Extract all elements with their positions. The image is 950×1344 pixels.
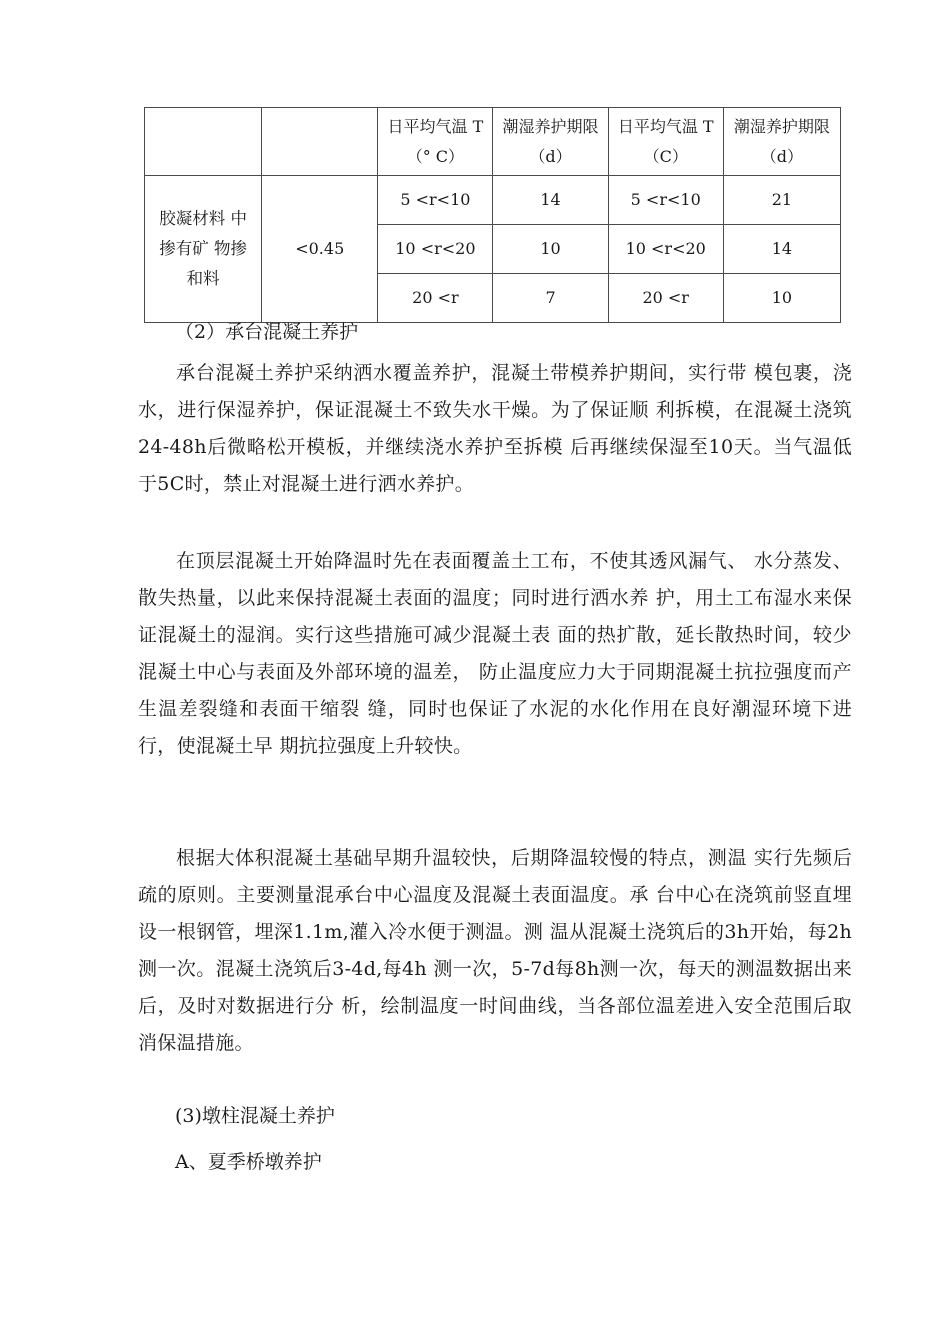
paragraph-3: 根据大体积混凝土基础早期升温较快，后期降温较慢的特点，测温 实行先频后疏的原则。主要测量混承台中心温度及混凝土表面温度。承 台中心在浇筑前竖直埋设一根钢管，埋深1.1m,灌入冷水便于测温。测 温从混凝土浇筑后的3h开始，每2h测一次。混凝土浇筑后3-4d,每4h 测一次，5-7d每8h测一次，每天的测温数据出来后，及时对数据进行分 析，绘制温度一时间曲线，当各部位温差进入安全范围后取消保温措施。 — [138, 847, 852, 1054]
table-cell: 10 — [493, 225, 608, 274]
header-curing-period-2: 潮湿养护期限（d） — [733, 116, 830, 166]
header-avg-temp-1: 日平均气温 T（° C） — [387, 116, 484, 166]
table-cell: 10 — [723, 274, 840, 323]
subsection-a-heading: A、夏季桥墩养护 — [175, 1151, 322, 1173]
table-cell: 20 <r — [608, 274, 723, 323]
table-header-cell — [608, 108, 723, 176]
material-cell — [145, 176, 262, 323]
water-binder-ratio-cell: <0.45 — [262, 176, 378, 323]
table-cell: 14 — [493, 176, 608, 225]
table-header-cell — [723, 108, 840, 176]
table-header-cell — [145, 108, 262, 176]
paragraph-1: 承台混凝土养护采纳洒水覆盖养护，混凝土带模养护期间，实行带 模包裹，浇水，进行保湿养护，保证混凝土不致失水干燥。为了保证顺 利拆模，在混凝土浇筑24-48h后微略松开模板，并继续浇水养护至拆模 后再继续保湿至10天。当气温低于5C时，禁止对混凝土进行洒水养护。 — [138, 362, 852, 495]
section-2-heading: （2）承台混凝土养护 — [175, 321, 359, 343]
header-avg-temp-2: 日平均气温 T（C） — [617, 116, 714, 166]
table-cell: 10 <r<20 — [378, 225, 493, 274]
table-cell: 20 <r — [378, 274, 493, 323]
table-header-cell — [262, 108, 378, 176]
curing-period-table — [144, 107, 841, 323]
table-cell: 5 <r<10 — [378, 176, 493, 225]
material-text: 胶凝材料 中掺有矿 物掺和料 — [159, 209, 247, 288]
table-cell: 21 — [723, 176, 840, 225]
paragraph-2: 在顶层混凝土开始降温时先在表面覆盖土工布，不使其透风漏气、 水分蒸发、散失热量，以此来保持混凝土表面的温度；同时进行洒水养 护，用土工布湿水来保证混凝土的湿润。实行这些措施可减少混凝土表 面的热扩散，延长散热时间，较少混凝土中心与表面及外部环境的温差， 防止温度应力大于同期混凝土抗拉强度而产生温差裂缝和表面干缩裂 缝，同时也保证了水泥的水化作用在良好潮湿环境下进行，使混凝土早 期抗拉强度上升较快。 — [138, 550, 852, 757]
table-header-cell — [493, 108, 608, 176]
table-row — [145, 176, 841, 225]
table-header-cell — [378, 108, 493, 176]
section-3-heading: (3)墩柱混凝土养护 — [175, 1105, 335, 1127]
header-curing-period-1: 潮湿养护期限（d） — [502, 116, 599, 166]
table-cell: 7 — [493, 274, 608, 323]
table-cell: 14 — [723, 225, 840, 274]
table-header-row — [145, 108, 841, 176]
table-cell: 10 <r<20 — [608, 225, 723, 274]
table-cell: 5 <r<10 — [608, 176, 723, 225]
